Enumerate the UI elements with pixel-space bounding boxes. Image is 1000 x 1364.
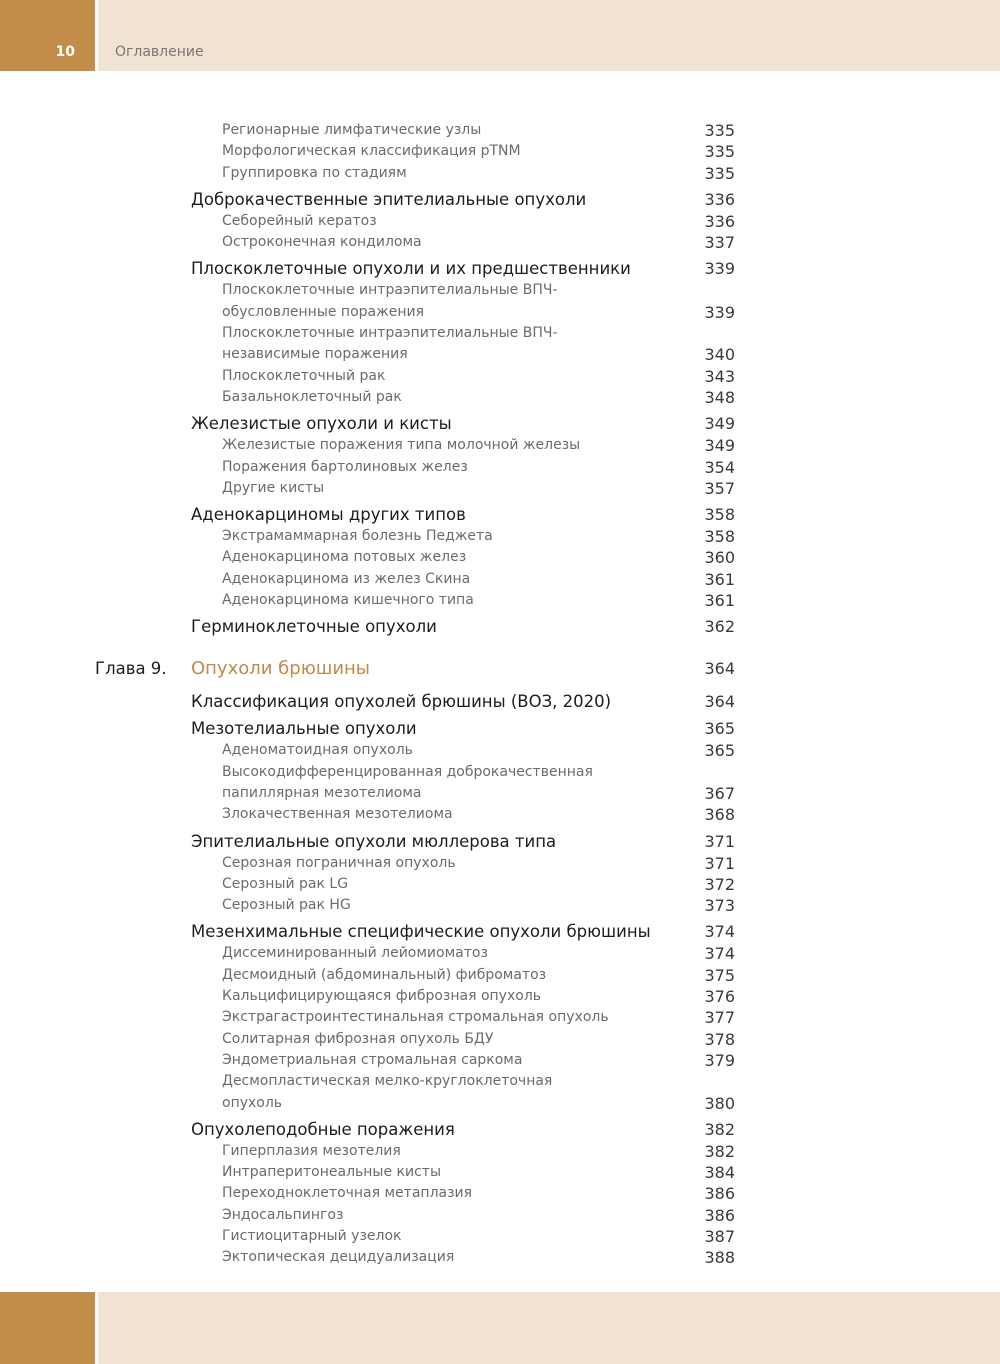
toc-section[interactable]: [95, 412, 735, 435]
toc-page: 364: [704, 692, 735, 712]
header-band: [98, 0, 1000, 71]
toc-page: 386: [704, 1205, 735, 1225]
toc-subsection[interactable]: [95, 1183, 735, 1204]
toc-title: Поражения бартолиновых желез: [222, 458, 468, 475]
toc-page: 386: [704, 1184, 735, 1204]
toc-subsection[interactable]: [95, 965, 735, 986]
toc-page: 382: [704, 1141, 735, 1161]
toc-title: Эктопическая децидуализация: [222, 1249, 455, 1266]
toc-title: Железистые поражения типа молочной железы: [222, 437, 581, 454]
toc-title: Серозный рак HG: [222, 897, 351, 914]
toc-title: Злокачественная мезотелиома: [222, 806, 453, 823]
toc-title: Кальцифицирующаяся фиброзная опухоль: [222, 988, 542, 1005]
toc-page: 354: [704, 457, 735, 477]
toc-section[interactable]: [95, 830, 735, 853]
toc-title: Гистиоцитарный узелок: [222, 1227, 402, 1244]
toc-subsection[interactable]: [95, 435, 735, 456]
footer-block: [0, 1292, 95, 1364]
footer-band: [98, 1292, 1000, 1364]
toc-subsection[interactable]: [95, 986, 735, 1007]
toc-page: 377: [704, 1008, 735, 1028]
toc-subsection[interactable]: [95, 457, 735, 478]
toc-page: 348: [704, 387, 735, 407]
toc-page: 365: [704, 719, 735, 739]
toc-title: Регионарные лимфатические узлы: [222, 122, 482, 138]
toc-title: Остроконечная кондилома: [222, 234, 422, 251]
toc-subsection[interactable]: [95, 1205, 735, 1226]
toc-title: Мезенхимальные специфические опухоли брюшины: [191, 922, 651, 942]
toc-subsection[interactable]: [95, 804, 735, 825]
toc-subsection[interactable]: [95, 590, 735, 611]
toc-title: Опухолеподобные поражения: [191, 1119, 455, 1139]
toc-section[interactable]: [95, 503, 735, 526]
toc-page: 380: [704, 1093, 735, 1113]
toc-section[interactable]: [95, 690, 735, 713]
toc-page: 371: [704, 853, 735, 873]
toc-subsection[interactable]: [95, 1247, 735, 1268]
toc-title: Солитарная фиброзная опухоль БДУ: [222, 1030, 494, 1047]
toc-title: Плоскоклеточные интраэпителиальные ВПЧ-независимые поражения: [222, 325, 558, 363]
chapter-label: Глава 9.: [95, 659, 167, 679]
toc-page: 358: [704, 505, 735, 525]
toc-title: Аденокарциномы других типов: [191, 505, 466, 525]
toc-title: Доброкачественные эпителиальные опухоли: [191, 189, 587, 209]
toc-subsection[interactable]: [95, 323, 735, 366]
toc-page: 349: [704, 414, 735, 434]
toc-title: Десмоидный (абдоминальный) фиброматоз: [222, 966, 547, 983]
toc-title: Группировка по стадиям: [222, 164, 407, 181]
toc-title: Себорейный кератоз: [222, 212, 377, 229]
running-title: Оглавление: [115, 44, 204, 60]
toc-subsection[interactable]: [95, 1141, 735, 1162]
toc-page: 368: [704, 805, 735, 825]
toc-page: 374: [704, 922, 735, 942]
toc-page: 362: [704, 617, 735, 637]
toc-subsection[interactable]: [95, 1226, 735, 1247]
toc-page: 388: [704, 1248, 735, 1268]
toc-page: 387: [704, 1226, 735, 1246]
toc-title: Другие кисты: [222, 479, 325, 496]
toc-subsection[interactable]: [95, 1050, 735, 1071]
toc-title: Экстрагастроинтестинальная стромальная опухоль: [222, 1009, 609, 1026]
toc-page: 339: [704, 302, 735, 322]
header-page-block: [0, 0, 95, 71]
toc-page: 364: [704, 659, 735, 679]
toc-title: Железистые опухоли и кисты: [191, 414, 452, 434]
toc-subsection[interactable]: [95, 895, 735, 916]
toc-page: 365: [704, 741, 735, 761]
toc-page: 360: [704, 548, 735, 568]
toc-title: Диссеминированный лейомиоматоз: [222, 945, 488, 962]
toc-page: 339: [704, 259, 735, 279]
toc-subsection[interactable]: [95, 569, 735, 590]
toc-section[interactable]: [95, 1118, 735, 1141]
toc-title: Мезотелиальные опухоли: [191, 719, 417, 739]
toc-subsection[interactable]: [95, 1007, 735, 1028]
toc-title: Эндометриальная стромальная саркома: [222, 1051, 523, 1068]
toc-title: Десмопластическая мелко-круглоклеточная опухоль: [222, 1073, 553, 1111]
toc-title: Эпителиальные опухоли мюллерова типа: [191, 831, 557, 851]
toc-title: Переходноклеточная метаплазия: [222, 1185, 473, 1202]
toc-title: Эндосальпингоз: [222, 1206, 344, 1223]
toc-subsection[interactable]: [95, 526, 735, 547]
toc-title: Интраперитонеальные кисты: [222, 1164, 441, 1181]
toc-section[interactable]: [95, 188, 735, 211]
toc-page: 376: [704, 987, 735, 1007]
toc-subsection[interactable]: [95, 1162, 735, 1183]
toc-title: Классификация опухолей брюшины (ВОЗ, 2020): [191, 692, 612, 712]
toc-page: 340: [704, 345, 735, 365]
toc-page: 349: [704, 436, 735, 456]
toc-subsection[interactable]: [95, 280, 735, 323]
toc-subsection[interactable]: [95, 478, 735, 499]
toc-page: 335: [704, 142, 735, 162]
toc-title: Плоскоклеточные опухоли и их предшественники: [191, 259, 631, 279]
toc-title: Аденокарцинома из желез Скина: [222, 570, 471, 587]
toc-title: Высокодифференцированная доброкачественная папиллярная мезотелиома: [222, 763, 593, 801]
toc-subsection[interactable]: [95, 366, 735, 387]
toc-page: 375: [704, 965, 735, 985]
toc-page: 361: [704, 569, 735, 589]
toc-title: Базальноклеточный рак: [222, 388, 402, 405]
toc-subsection[interactable]: [95, 547, 735, 568]
toc-subsection[interactable]: [95, 211, 735, 232]
toc-title: Гиперплазия мезотелия: [222, 1142, 401, 1159]
toc-title: Экстрамаммарная болезнь Педжета: [222, 528, 493, 545]
toc-page: 378: [704, 1029, 735, 1049]
toc-page: 384: [704, 1163, 735, 1183]
toc-page: 336: [704, 189, 735, 209]
toc-section[interactable]: [95, 717, 735, 740]
toc-subsection[interactable]: [95, 1071, 735, 1114]
toc-subsection[interactable]: [95, 1029, 735, 1050]
toc-subsection[interactable]: [95, 853, 735, 874]
toc-page: 343: [704, 366, 735, 386]
toc-title: Герминоклеточные опухоли: [191, 617, 437, 637]
toc-subsection[interactable]: [95, 943, 735, 964]
toc-page: 372: [704, 874, 735, 894]
toc-subsection[interactable]: [95, 163, 735, 184]
toc-page: 336: [704, 211, 735, 231]
toc-title: Плоскоклеточный рак: [222, 367, 386, 384]
toc-title: Морфологическая классификация pTNM: [222, 143, 521, 160]
table-of-contents: [95, 120, 735, 1269]
toc-section[interactable]: [95, 615, 735, 638]
toc-title: Серозный рак LG: [222, 875, 349, 892]
toc-page: 358: [704, 527, 735, 547]
toc-subsection[interactable]: [95, 762, 735, 805]
toc-title: Опухоли брюшины: [191, 658, 371, 680]
toc-subsection[interactable]: [95, 387, 735, 408]
toc-subsection[interactable]: [95, 232, 735, 253]
toc-page: 379: [704, 1050, 735, 1070]
toc-page: 367: [704, 783, 735, 803]
page-number: 10: [55, 44, 75, 60]
toc-title: Аденокарцинома кишечного типа: [222, 592, 474, 609]
toc-subsection[interactable]: [95, 120, 735, 141]
toc-page: 373: [704, 896, 735, 916]
toc-page: 382: [704, 1119, 735, 1139]
toc-page: 361: [704, 591, 735, 611]
toc-page: 371: [704, 831, 735, 851]
toc-page: 337: [704, 233, 735, 253]
toc-section[interactable]: [95, 257, 735, 280]
toc-title: Аденокарцинома потовых желез: [222, 549, 467, 566]
toc-page: 335: [704, 121, 735, 140]
toc-subsection[interactable]: [95, 141, 735, 162]
toc-title: Серозная пограничная опухоль: [222, 854, 456, 871]
toc-chapter[interactable]: [95, 656, 735, 682]
toc-title: Плоскоклеточные интраэпителиальные ВПЧ-обусловленные поражения: [222, 282, 558, 320]
toc-page: 335: [704, 163, 735, 183]
toc-page: 357: [704, 478, 735, 498]
toc-title: Аденоматоидная опухоль: [222, 742, 413, 759]
toc-subsection[interactable]: [95, 874, 735, 895]
toc-section[interactable]: [95, 920, 735, 943]
toc-subsection[interactable]: [95, 740, 735, 761]
toc-page: 374: [704, 944, 735, 964]
